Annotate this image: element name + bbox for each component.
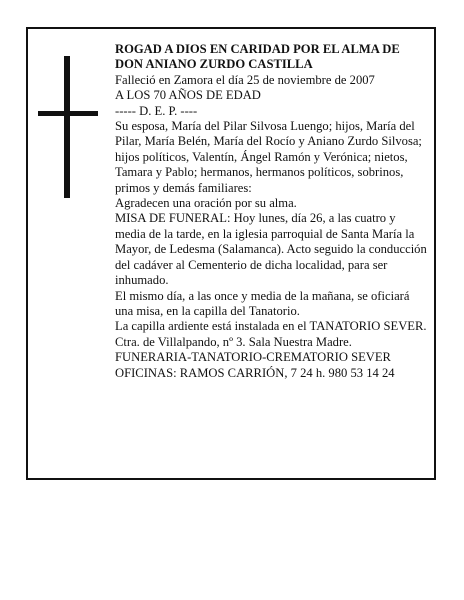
age-line: A LOS 70 AÑOS DE EDAD bbox=[115, 88, 261, 103]
prayer-request: Agradecen una oración por su alma. bbox=[115, 196, 297, 211]
obituary-notice bbox=[26, 27, 436, 480]
obituary-text bbox=[115, 42, 429, 381]
wake-location: La capilla ardiente está instalada en el TANATORIO SEVER. Ctra. de Villalpando, nº 3. Sala Nuestra Madre. bbox=[115, 319, 427, 349]
chapel-mass-details: El mismo día, a las once y media de la mañana, se oficiará una misa, en la capilla del Tanatorio. bbox=[115, 288, 410, 318]
cross-horizontal-bar bbox=[38, 111, 98, 116]
funeral-mass-details: MISA DE FUNERAL: Hoy lunes, día 26, a las cuatro y media de la tarde, en la iglesia parroquial de Santa María la Mayor, de Ledesma (Salamanca). Acto seguido la conducción del cadáver al Cementerio de dicha localidad, para ser inhumado. bbox=[115, 211, 427, 288]
cross-vertical-bar bbox=[64, 56, 70, 198]
cross-icon bbox=[38, 56, 98, 198]
notice-heading: ROGAD A DIOS EN CARIDAD POR EL ALMA DE bbox=[115, 42, 400, 56]
offices-contact: OFICINAS: RAMOS CARRIÓN, 7 24 h. 980 53 14 24 bbox=[115, 365, 395, 380]
funeral-home-name: FUNERARIA-TANATORIO-CREMATORIO SEVER bbox=[115, 350, 391, 365]
rip-line: ----- D. E. P. ---- bbox=[115, 103, 198, 118]
family-list: Su esposa, María del Pilar Silvosa Luengo; hijos, María del Pilar, María Belén, María del Rocío y Aniano Zurdo Silvosa; hijos políticos, Valentín, Ángel Ramón y Verónica; nietos, Tamara y Pablo; hermanos, hermanos políticos, sobrinos, primos y demás familiares: bbox=[115, 119, 422, 195]
death-details: Falleció en Zamora el día 25 de noviembre de 2007 bbox=[115, 72, 375, 87]
deceased-name: DON ANIANO ZURDO CASTILLA bbox=[115, 57, 313, 72]
